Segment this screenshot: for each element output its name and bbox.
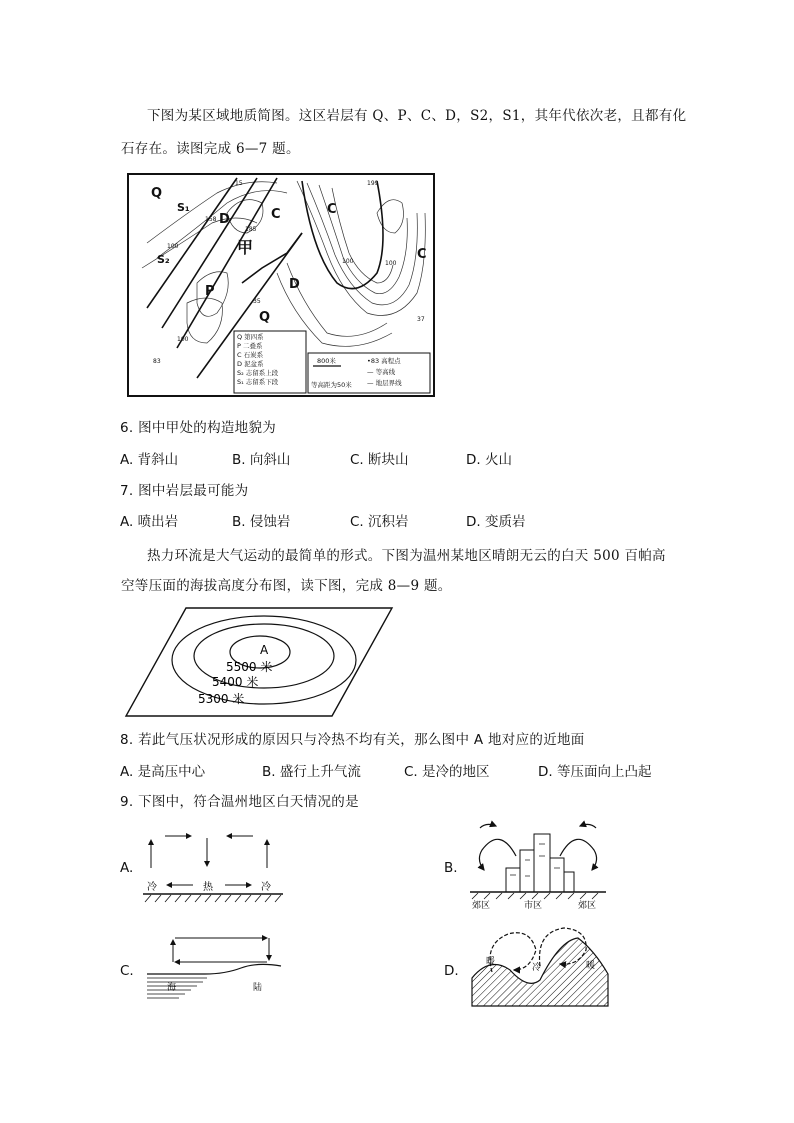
diagram-b-suburb-left: 郊区 xyxy=(472,901,491,910)
legend-c: C 石炭系 xyxy=(237,351,264,359)
q9-option-c-label: C. xyxy=(120,963,134,979)
symbol-contour: — 等高线 xyxy=(367,368,396,376)
diagram-d-warm-right: 暖 xyxy=(586,961,596,971)
diagram-c-sea: 海 xyxy=(167,983,177,993)
scale-label: 800米 xyxy=(317,357,336,365)
intro1-line1: 下图为某区域地质简图。这区岩层有 Q、P、C、D，S2，S1，其年代依次老，且都有化 xyxy=(147,108,687,124)
stratum-d-west: D xyxy=(219,212,230,227)
stratum-c-west: C xyxy=(271,207,281,222)
legend-q: Q 第四系 xyxy=(237,333,264,341)
q6-option-c: C. 断块山 xyxy=(350,452,409,468)
legend-s1: S₁ 志留系下段 xyxy=(237,378,279,386)
intro1-line2: 石存在。读图完成 6—7 题。 xyxy=(121,141,300,157)
diagram-d-cold: 冷 xyxy=(532,963,542,973)
diagram-a-hot: 热 xyxy=(203,882,213,893)
q6-option-b: B. 向斜山 xyxy=(232,452,291,468)
diagram-b-suburb-right: 郊区 xyxy=(578,901,597,910)
q9-stem: 9. 下图中，符合温州地区白天情况的是 xyxy=(120,794,359,810)
q9-diagram-a xyxy=(143,828,283,908)
q9-option-d-label: D. xyxy=(444,963,459,979)
contour-value: 100 xyxy=(342,258,354,265)
location-jia: 甲 xyxy=(237,238,254,257)
spot-height: 185 xyxy=(245,226,257,233)
spot-height: 199 xyxy=(367,180,379,187)
legend-s2: S₂ 志留系上段 xyxy=(237,369,279,377)
contour-interval: 等高距为50米 xyxy=(311,381,352,389)
contour-5400: 5400 米 xyxy=(212,675,259,689)
contour-5500: 5500 米 xyxy=(226,660,273,674)
stratum-s2: S₂ xyxy=(157,253,170,266)
q9-option-b-label: B. xyxy=(444,860,458,876)
stratum-q-north: Q xyxy=(151,186,163,201)
q8-option-b: B. 盛行上升气流 xyxy=(262,764,361,780)
q7-option-b: B. 侵蚀岩 xyxy=(232,514,291,530)
intro2-line1: 热力环流是大气运动的最简单的形式。下图为温州某地区晴朗无云的白天 500 百帕高 xyxy=(147,548,666,564)
spot-height: 83 xyxy=(153,358,161,365)
point-a: A xyxy=(260,643,269,657)
contour-5300: 5300 米 xyxy=(198,692,245,706)
q6-option-d: D. 火山 xyxy=(466,452,512,468)
geological-map xyxy=(127,173,435,397)
stratum-q-south: Q xyxy=(259,310,271,325)
q7-option-d: D. 变质岩 xyxy=(466,514,526,530)
spot-height: 158 xyxy=(205,216,217,223)
stratum-s1: S₁ xyxy=(177,201,190,214)
q6-option-a: A. 背斜山 xyxy=(120,452,179,468)
q9-diagram-b xyxy=(470,820,606,910)
symbol-boundary: — 地层界线 xyxy=(367,379,402,387)
contour-value: 100 xyxy=(385,260,397,267)
stratum-d-east: D xyxy=(289,277,300,292)
legend-d: D 泥盆系 xyxy=(237,360,264,368)
q8-option-a: A. 是高压中心 xyxy=(120,764,206,780)
q8-stem: 8. 若此气压状况形成的原因只与冷热不均有关，那么图中 A 地对应的近地面 xyxy=(120,732,585,748)
spot-height: 35 xyxy=(253,298,261,305)
symbol-spot-height: •83 高程点 xyxy=(367,357,401,365)
q8-option-c: C. 是冷的地区 xyxy=(404,764,490,780)
spot-height: 37 xyxy=(417,316,425,323)
legend-p: P 二叠系 xyxy=(237,342,263,350)
q6-stem: 6. 图中甲处的构造地貌为 xyxy=(120,420,277,436)
stratum-p: P xyxy=(205,284,215,299)
stratum-c-east: C xyxy=(417,247,427,262)
q9-diagram-c xyxy=(145,928,285,1004)
diagram-a-cold-right: 冷 xyxy=(261,882,271,893)
contour-value: 100 xyxy=(167,243,179,250)
stratum-c-north: C xyxy=(327,202,337,217)
q7-option-c: C. 沉积岩 xyxy=(350,514,409,530)
isobaric-height-map xyxy=(120,600,400,720)
diagram-a-cold-left: 冷 xyxy=(147,882,157,893)
q7-stem: 7. 图中岩层最可能为 xyxy=(120,483,249,499)
spot-height: 15 xyxy=(235,180,243,187)
diagram-c-land: 陆 xyxy=(253,983,263,993)
q9-diagram-d xyxy=(470,920,610,1008)
diagram-d-warm-left: 暖 xyxy=(486,957,496,967)
contour-value: 100 xyxy=(177,336,189,343)
intro2-line2: 空等压面的海拔高度分布图，读下图，完成 8—9 题。 xyxy=(121,578,452,594)
q9-option-a-label: A. xyxy=(120,860,134,876)
q7-option-a: A. 喷出岩 xyxy=(120,514,179,530)
diagram-b-city: 市区 xyxy=(524,901,543,910)
q8-option-d: D. 等压面向上凸起 xyxy=(538,764,652,780)
